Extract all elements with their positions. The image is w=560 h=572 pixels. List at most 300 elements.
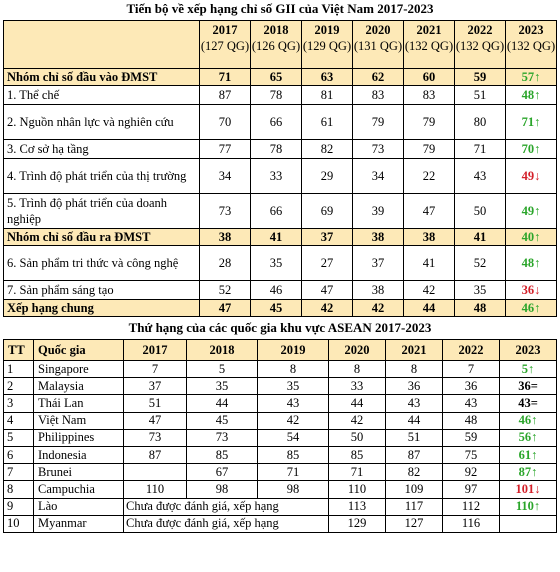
year-label: 2021 (416, 23, 442, 37)
rank-cell (404, 300, 455, 317)
indicator-label: 3. Cơ sở hạ tầng (4, 140, 200, 159)
column-header: 2023 (500, 340, 557, 361)
rank-cell (353, 140, 404, 159)
column-header: Quốc gia (34, 340, 124, 361)
rank-value: 59 (473, 69, 487, 84)
rank-2023-value: 43= (518, 395, 538, 410)
rank-cell (353, 246, 404, 281)
indicator-label: 7. Sản phẩm sáng tạo (4, 281, 200, 300)
asean-header-row (4, 340, 557, 361)
rank-2023-value: 48↑ (521, 87, 541, 102)
rank-cell: 87 (386, 446, 443, 463)
rank-value: 44 (422, 300, 436, 315)
indicator-label: 5. Trình độ phát triển của doanh nghiệp (4, 194, 200, 229)
rank-2023-value: 36↓ (521, 282, 541, 297)
rank-cell (404, 246, 455, 281)
rank-value: 50 (473, 203, 487, 218)
rank-value: 27 (320, 255, 334, 270)
rank-value: 71 (473, 141, 487, 156)
rank-value: 52 (473, 255, 487, 270)
rank-value: 41 (269, 229, 283, 244)
indicator-row (4, 194, 557, 229)
indicator-row (4, 140, 557, 159)
year-header (455, 21, 506, 69)
year-country-count: (127 QG) (200, 38, 250, 53)
year-label: 2022 (467, 23, 493, 37)
rank-cell (353, 105, 404, 140)
rank-value: 61 (320, 114, 334, 129)
row-number: 5 (4, 429, 34, 446)
rank-cell: 8 (329, 361, 386, 378)
country-name: Campuchia (34, 481, 124, 498)
rank-value: 46 (269, 282, 283, 297)
rank-cell (302, 69, 353, 86)
rank-cell: 44 (329, 395, 386, 412)
rank-cell (506, 281, 557, 300)
rank-value: 78 (269, 141, 283, 156)
rank-2023-cell (500, 515, 557, 532)
row-number: 2 (4, 378, 34, 395)
year-header (404, 21, 455, 69)
rank-cell: 92 (443, 464, 500, 481)
country-name: Myanmar (34, 515, 124, 532)
row-number: 8 (4, 481, 34, 498)
rank-value: 37 (320, 229, 334, 244)
rank-2023-value: 49↑ (521, 203, 541, 218)
rank-cell (251, 194, 302, 229)
rank-cell: 71 (329, 464, 386, 481)
rank-cell: 71 (258, 464, 329, 481)
rank-2023-value: 46↑ (521, 300, 541, 315)
rank-value: 78 (269, 87, 283, 102)
year-country-count: (126 QG) (251, 38, 301, 53)
rank-value: 52 (218, 282, 232, 297)
column-header: 2022 (443, 340, 500, 361)
rank-cell: 75 (443, 446, 500, 463)
rank-value: 62 (371, 69, 385, 84)
rank-2023-value: 70↑ (521, 141, 541, 156)
rank-value: 77 (218, 141, 232, 156)
country-row (4, 395, 557, 412)
group-row (4, 229, 557, 246)
rank-value: 35 (269, 255, 283, 270)
rank-2023-value: 56↑ (518, 430, 538, 445)
rank-cell (353, 194, 404, 229)
rank-2023-value: 5↑ (521, 361, 535, 376)
rank-cell: 48 (443, 412, 500, 429)
row-number: 9 (4, 498, 34, 515)
rank-cell (251, 86, 302, 105)
rank-2023-value: 36= (518, 378, 538, 393)
asean-title: Thứ hạng của các quốc gia khu vực ASEAN 2017-2023 (128, 320, 432, 335)
rank-cell: 98 (187, 481, 258, 498)
year-country-count: (132 QG) (404, 38, 454, 53)
rank-cell (200, 246, 251, 281)
row-number: 1 (4, 361, 34, 378)
rank-cell (506, 229, 557, 246)
rank-value: 81 (320, 87, 334, 102)
rank-value: 34 (218, 168, 232, 183)
rank-cell: 82 (386, 464, 443, 481)
rank-cell (251, 105, 302, 140)
rank-cell (200, 300, 251, 317)
rank-cell (353, 86, 404, 105)
rank-cell: 98 (258, 481, 329, 498)
country-row (4, 429, 557, 446)
rank-value: 82 (320, 141, 334, 156)
rank-value: 35 (473, 282, 487, 297)
rank-cell: 33 (329, 378, 386, 395)
rank-cell (302, 194, 353, 229)
rank-cell (455, 86, 506, 105)
rank-value: 79 (371, 114, 385, 129)
rank-cell: 44 (386, 412, 443, 429)
rank-value: 42 (422, 282, 436, 297)
country-name: Singapore (34, 361, 124, 378)
rank-cell (251, 159, 302, 194)
rank-cell: 7 (443, 361, 500, 378)
rank-2023-cell (500, 395, 557, 412)
year-label: 2023 (518, 23, 544, 37)
asean-table (3, 339, 557, 533)
rank-cell: 43 (443, 395, 500, 412)
rank-value: 60 (422, 69, 436, 84)
rank-cell (200, 194, 251, 229)
rank-cell (200, 159, 251, 194)
rank-value: 47 (422, 203, 436, 218)
rank-cell: 127 (386, 515, 443, 532)
country-row (4, 361, 557, 378)
not-evaluated-note: Chưa được đánh giá, xếp hạng (124, 498, 329, 515)
gii-header-blank (4, 21, 200, 69)
rank-cell: 110 (329, 481, 386, 498)
country-row (4, 498, 557, 515)
rank-cell: 45 (187, 412, 258, 429)
indicator-row (4, 86, 557, 105)
country-row (4, 464, 557, 481)
rank-cell (302, 159, 353, 194)
rank-cell (455, 194, 506, 229)
rank-cell (251, 229, 302, 246)
rank-value: 48 (473, 300, 487, 315)
rank-value: 42 (371, 300, 385, 315)
rank-cell: 129 (329, 515, 386, 532)
rank-cell (200, 105, 251, 140)
gii-title: Tiến bộ về xếp hạng chỉ số GII của Việt Nam 2017-2023 (126, 1, 434, 16)
country-row (4, 515, 557, 532)
indicator-label: 6. Sản phẩm tri thức và công nghệ (4, 246, 200, 281)
rank-cell (302, 281, 353, 300)
column-header: TT (4, 340, 34, 361)
rank-value: 37 (371, 255, 385, 270)
rank-value: 38 (371, 282, 385, 297)
rank-cell: 8 (258, 361, 329, 378)
rank-cell (251, 300, 302, 317)
rank-cell: 73 (187, 429, 258, 446)
rank-cell: 110 (124, 481, 187, 498)
rank-2023-cell (500, 412, 557, 429)
column-header: 2018 (187, 340, 258, 361)
indicator-row (4, 281, 557, 300)
rank-value: 39 (371, 203, 385, 218)
rank-2023-value: 57↑ (521, 69, 541, 84)
country-row (4, 378, 557, 395)
year-label: 2019 (314, 23, 340, 37)
group-row (4, 300, 557, 317)
rank-value: 83 (422, 87, 436, 102)
rank-cell (506, 300, 557, 317)
indicator-label: Xếp hạng chung (4, 300, 200, 317)
rank-value: 38 (218, 229, 232, 244)
rank-2023-cell (500, 464, 557, 481)
rank-value: 28 (218, 255, 232, 270)
rank-cell: 117 (386, 498, 443, 515)
rank-cell: 51 (124, 395, 187, 412)
rank-cell (353, 229, 404, 246)
rank-cell (200, 140, 251, 159)
rank-2023-value: 49↓ (521, 168, 541, 183)
rank-cell (506, 246, 557, 281)
rank-cell (404, 159, 455, 194)
rank-value: 80 (473, 114, 487, 129)
rank-cell: 43 (258, 395, 329, 412)
indicator-label: 1. Thể chế (4, 86, 200, 105)
rank-cell (455, 69, 506, 86)
rank-cell (404, 229, 455, 246)
rank-cell: 36 (386, 378, 443, 395)
column-header: 2017 (124, 340, 187, 361)
rank-value: 34 (371, 168, 385, 183)
indicator-row (4, 159, 557, 194)
rank-cell (455, 246, 506, 281)
rank-cell (404, 281, 455, 300)
rank-cell: 85 (258, 446, 329, 463)
rank-cell: 5 (187, 361, 258, 378)
rank-cell: 42 (258, 412, 329, 429)
rank-cell (302, 300, 353, 317)
rank-2023-cell (500, 429, 557, 446)
rank-cell: 113 (329, 498, 386, 515)
rank-cell: 85 (329, 446, 386, 463)
rank-cell: 116 (443, 515, 500, 532)
rank-cell (506, 194, 557, 229)
rank-cell: 47 (124, 412, 187, 429)
rank-cell: 51 (386, 429, 443, 446)
rank-cell (302, 229, 353, 246)
not-evaluated-note: Chưa được đánh giá, xếp hạng (124, 515, 329, 532)
rank-value: 83 (371, 87, 385, 102)
country-name: Malaysia (34, 378, 124, 395)
column-header: 2021 (386, 340, 443, 361)
country-row (4, 412, 557, 429)
country-name: Indonesia (34, 446, 124, 463)
rank-value: 65 (269, 69, 283, 84)
year-header (353, 21, 404, 69)
rank-value: 43 (473, 168, 487, 183)
rank-cell (404, 140, 455, 159)
year-header (302, 21, 353, 69)
rank-value: 47 (218, 300, 232, 315)
country-name: Philippines (34, 429, 124, 446)
year-country-count: (132 QG) (455, 38, 505, 53)
rank-cell (251, 246, 302, 281)
country-name: Brunei (34, 464, 124, 481)
rank-value: 69 (320, 203, 334, 218)
gii-header-row (4, 21, 557, 69)
rank-cell (455, 140, 506, 159)
rank-2023-value: 87↑ (518, 464, 538, 479)
rank-cell (506, 159, 557, 194)
rank-cell (506, 140, 557, 159)
rank-cell: 42 (329, 412, 386, 429)
rank-cell (404, 105, 455, 140)
rank-cell (404, 69, 455, 86)
rank-cell: 109 (386, 481, 443, 498)
rank-cell: 87 (124, 446, 187, 463)
year-country-count: (131 QG) (353, 38, 403, 53)
rank-cell (302, 86, 353, 105)
rank-cell (302, 140, 353, 159)
rank-2023-cell (500, 498, 557, 515)
rank-cell (200, 86, 251, 105)
rank-value: 73 (371, 141, 385, 156)
rank-cell (455, 300, 506, 317)
rank-cell (506, 86, 557, 105)
rank-2023-value: 48↑ (521, 255, 541, 270)
rank-cell (302, 105, 353, 140)
rank-cell: 50 (329, 429, 386, 446)
rank-cell (302, 246, 353, 281)
rank-value: 45 (269, 300, 283, 315)
rank-value: 38 (371, 229, 385, 244)
rank-cell: 8 (386, 361, 443, 378)
rank-cell: 67 (187, 464, 258, 481)
rank-2023-cell (500, 378, 557, 395)
rank-cell: 35 (187, 378, 258, 395)
rank-cell: 54 (258, 429, 329, 446)
rank-value: 38 (422, 229, 436, 244)
gii-table (3, 20, 557, 317)
rank-cell: 73 (124, 429, 187, 446)
rank-value: 71 (218, 69, 232, 84)
rank-cell (353, 300, 404, 317)
row-number: 6 (4, 446, 34, 463)
rank-2023-value: 61↑ (518, 447, 538, 462)
rank-value: 47 (320, 282, 334, 297)
rank-cell (455, 159, 506, 194)
rank-cell (200, 281, 251, 300)
country-row (4, 446, 557, 463)
year-label: 2017 (212, 23, 238, 37)
indicator-label: 4. Trình độ phát triển của thị trường (4, 159, 200, 194)
rank-cell: 37 (124, 378, 187, 395)
year-country-count: (129 QG) (302, 38, 352, 53)
rank-value: 66 (269, 114, 283, 129)
rank-value: 73 (218, 203, 232, 218)
rank-cell (353, 69, 404, 86)
column-header: 2020 (329, 340, 386, 361)
rank-cell: 59 (443, 429, 500, 446)
rank-cell: 97 (443, 481, 500, 498)
rank-2023-value: 46↑ (518, 413, 538, 428)
year-header (251, 21, 302, 69)
rank-cell (404, 194, 455, 229)
rank-cell: 85 (187, 446, 258, 463)
rank-value: 41 (422, 255, 436, 270)
year-country-count: (132 QG) (506, 38, 556, 53)
year-header (506, 21, 557, 69)
rank-2023-value: 110↑ (515, 499, 541, 514)
rank-cell: 36 (443, 378, 500, 395)
rank-cell: 35 (258, 378, 329, 395)
rank-2023-cell (500, 481, 557, 498)
rank-value: 79 (422, 141, 436, 156)
rank-cell (506, 105, 557, 140)
indicator-label: Nhóm chỉ số đầu vào ĐMST (4, 69, 200, 86)
rank-cell (455, 229, 506, 246)
rank-value: 33 (269, 168, 283, 183)
rank-value: 87 (218, 87, 232, 102)
rank-cell: 112 (443, 498, 500, 515)
row-number: 10 (4, 515, 34, 532)
country-name: Thái Lan (34, 395, 124, 412)
rank-value: 63 (320, 69, 334, 84)
country-row (4, 481, 557, 498)
country-name: Lào (34, 498, 124, 515)
rank-cell: 7 (124, 361, 187, 378)
year-label: 2018 (263, 23, 289, 37)
rank-value: 79 (422, 114, 436, 129)
rank-value: 41 (473, 229, 487, 244)
group-row (4, 69, 557, 86)
rank-cell (353, 281, 404, 300)
row-number: 3 (4, 395, 34, 412)
rank-cell (404, 86, 455, 105)
rank-value: 51 (473, 87, 487, 102)
rank-value: 22 (422, 168, 436, 183)
indicator-label: Nhóm chỉ số đầu ra ĐMST (4, 229, 200, 246)
row-number: 4 (4, 412, 34, 429)
rank-cell (251, 69, 302, 86)
row-number: 7 (4, 464, 34, 481)
rank-value: 66 (269, 203, 283, 218)
rank-2023-cell (500, 446, 557, 463)
rank-cell (200, 69, 251, 86)
rank-cell (251, 281, 302, 300)
indicator-row (4, 246, 557, 281)
rank-value: 42 (320, 300, 334, 315)
rank-cell (353, 159, 404, 194)
rank-2023-value: 40↑ (521, 229, 541, 244)
rank-cell (455, 105, 506, 140)
indicator-label: 2. Nguồn nhân lực và nghiên cứu (4, 105, 200, 140)
indicator-row (4, 105, 557, 140)
rank-cell (200, 229, 251, 246)
country-name: Việt Nam (34, 412, 124, 429)
rank-2023-value: 101↓ (515, 481, 541, 496)
rank-cell-empty (124, 464, 187, 481)
rank-2023-cell (500, 361, 557, 378)
column-header: 2019 (258, 340, 329, 361)
rank-cell (506, 69, 557, 86)
rank-cell: 44 (187, 395, 258, 412)
year-header (200, 21, 251, 69)
rank-value: 70 (218, 114, 232, 129)
rank-value: 29 (320, 168, 334, 183)
year-label: 2020 (365, 23, 391, 37)
rank-cell: 43 (386, 395, 443, 412)
rank-2023-value: 71↑ (521, 114, 541, 129)
